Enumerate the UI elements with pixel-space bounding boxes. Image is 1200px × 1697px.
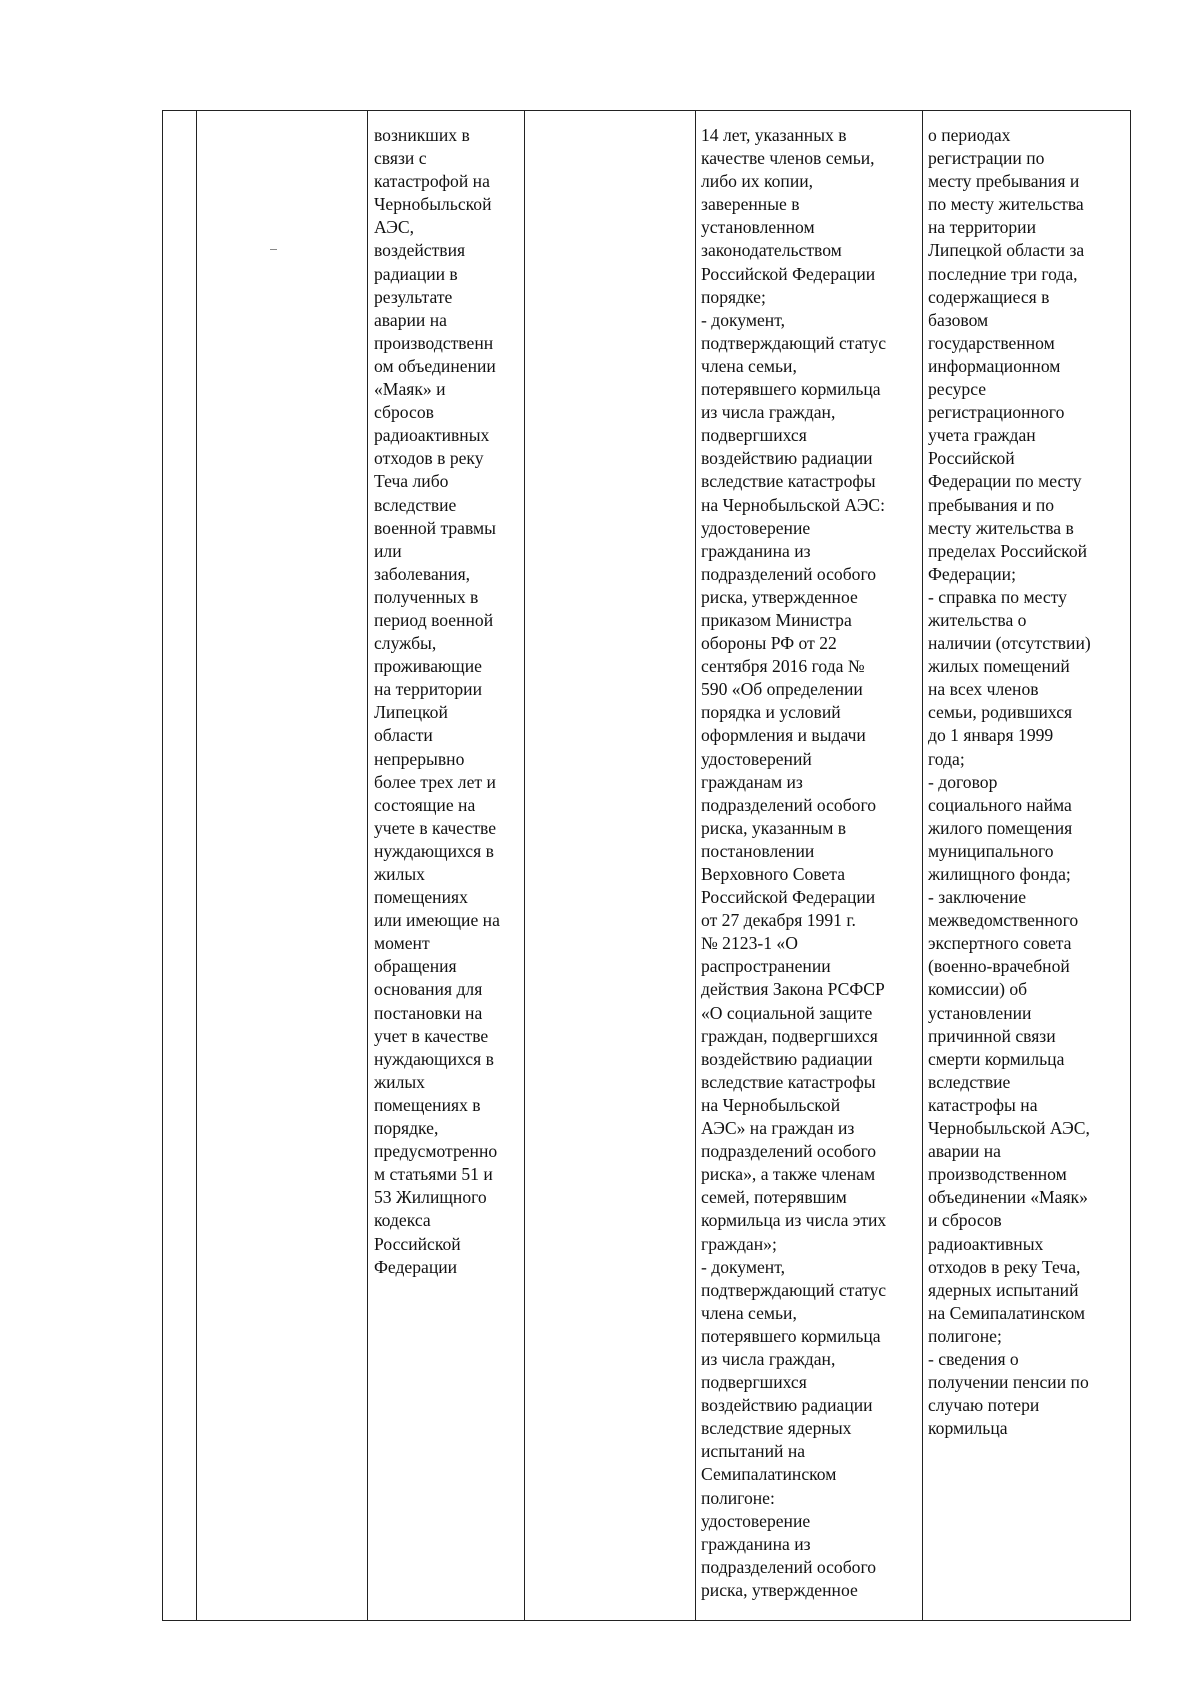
information-text-line: государственном [928, 332, 1055, 353]
category-text-line: состоящие на [374, 794, 476, 815]
information-text-line: (военно-врачебной [928, 956, 1070, 977]
information-text-line: пребывания и по [928, 494, 1055, 515]
information-text-line: последние три года, [928, 263, 1078, 284]
documents-text-line: распространении [701, 956, 831, 977]
category-text-line: вследствие [374, 494, 457, 515]
documents-text-line: Верховного Совета [701, 864, 846, 884]
category-text-line: воздействия [374, 240, 466, 261]
information-text-line: и сбросов [928, 1210, 1002, 1231]
documents-text-line: подтверждающий статус [701, 1279, 887, 1300]
information-text-line: месту жительства в [928, 517, 1074, 538]
column-divider-2 [367, 110, 368, 1621]
category-text-line: предусмотренно [374, 1141, 498, 1162]
documents-text-line: риска», а также членам [701, 1164, 876, 1185]
category-text-line: АЭС, [374, 217, 415, 238]
information-text-line: наличии (отсутствии) [928, 633, 1091, 654]
category-text-line: порядке, [374, 1118, 439, 1139]
documents-text-line: полигоне: [701, 1487, 775, 1508]
information-text-line: муниципального [928, 840, 1054, 861]
documents-text-line: сентября 2016 года № [701, 656, 865, 677]
table-cell-documents [701, 124, 919, 1602]
category-text-line: 53 Жилищного [374, 1187, 487, 1208]
category-text-line: кодекса [374, 1210, 431, 1231]
documents-text-line: из числа граждан, [701, 402, 836, 423]
documents-text-line: порядке; [701, 286, 766, 307]
documents-text-line: гражданам из [701, 771, 803, 792]
information-text-line: причинной связи [928, 1025, 1056, 1046]
documents-text-line: воздействию радиации [701, 1048, 873, 1069]
documents-text-line: подразделений особого [701, 1141, 877, 1162]
column-divider-1 [196, 110, 197, 1621]
documents-text-line: кормильца из числа этих [701, 1210, 887, 1231]
information-text-line: на территории [928, 217, 1037, 238]
documents-text-line: либо их копии, [701, 171, 814, 192]
information-text-line: комиссии) об [928, 979, 1028, 1000]
documents-text-line: Российской Федерации [701, 263, 876, 284]
documents-text-line: риска, указанным в [701, 817, 847, 838]
information-text-line: Федерации по месту [928, 471, 1082, 492]
documents-text-line: подвергшихся [701, 425, 807, 446]
information-text-line: на Семипалатинском [928, 1302, 1086, 1323]
category-text-line: катастрофой на [374, 171, 490, 192]
information-text-line: Липецкой области за [928, 240, 1085, 261]
category-text-line: полученных в [374, 586, 479, 607]
information-text-line: жилого помещения [928, 817, 1073, 838]
documents-text-line: законодательством [701, 240, 842, 261]
documents-text-line: 14 лет, указанных в [701, 125, 847, 145]
category-text-line: м статьями 51 и [374, 1164, 493, 1185]
documents-text-line: Семипалатинском [701, 1464, 837, 1485]
documents-text-line: на Чернобыльской АЭС: [701, 494, 886, 515]
documents-text-line: риска, утвержденное [701, 586, 858, 607]
information-text-line: ядерных испытаний [928, 1279, 1079, 1300]
information-text-line: содержащиеся в [928, 286, 1050, 307]
information-text-line: катастрофы на [928, 1094, 1038, 1115]
documents-text-line: АЭС» на граждан из [701, 1118, 855, 1139]
category-text-line: Теча либо [374, 471, 449, 492]
documents-text-line: граждан, подвергшихся [701, 1025, 878, 1046]
category-text-line: более трех лет и [374, 771, 496, 792]
category-text-line: связи с [374, 148, 427, 169]
category-text-line: области [374, 725, 433, 746]
information-text-line: - заключение [928, 887, 1027, 908]
category-text-line: или [374, 540, 402, 561]
category-text-line: военной травмы [374, 517, 496, 538]
category-text-line: службы, [374, 633, 437, 654]
information-text-line: регистрационного [928, 402, 1065, 423]
information-text-line: экспертного совета [928, 933, 1072, 954]
documents-text-line: потерявшего кормильца [701, 379, 881, 400]
category-text-line: производственн [374, 332, 494, 353]
information-text-line: месту пребывания и [928, 171, 1080, 192]
category-text-line: Российской [374, 1233, 461, 1254]
information-text-line: межведомственного [928, 910, 1079, 931]
documents-text-line: граждан»; [701, 1233, 777, 1254]
information-text-line: регистрации по [928, 148, 1045, 169]
documents-text-line: заверенные в [701, 194, 800, 215]
documents-text-line: - документ, [701, 1256, 785, 1277]
category-text-line: постановки на [374, 1002, 483, 1023]
information-text-line: социального найма [928, 794, 1072, 815]
information-text-line: жилищного фонда; [928, 864, 1071, 884]
information-text-line: ресурсе [928, 379, 987, 400]
documents-text-line: удостоверение [701, 1510, 811, 1531]
category-text-line: радиации в [374, 263, 458, 284]
category-text-line: нуждающихся в [374, 840, 494, 861]
category-text-line: «Маяк» и [374, 379, 446, 400]
documents-text-line: установленном [701, 217, 815, 238]
documents-text-line: члена семьи, [701, 355, 797, 376]
information-text-line: жительства о [928, 609, 1027, 630]
documents-text-line: вследствие катастрофы [701, 1071, 876, 1092]
information-text-line: получении пенсии по [928, 1372, 1089, 1393]
documents-text-line: подтверждающий статус [701, 332, 887, 353]
information-text-line: объединении «Маяк» [928, 1187, 1088, 1208]
category-text-line: момент [374, 933, 430, 954]
information-text-line: установлении [928, 1002, 1032, 1023]
documents-text-line: постановлении [701, 840, 815, 861]
column-divider-5 [922, 110, 923, 1621]
documents-text-line: гражданина из [701, 1533, 811, 1554]
category-text-line: отходов в реку [374, 448, 484, 469]
documents-text-line: на Чернобыльской [701, 1094, 841, 1115]
documents-text-line: удостоверений [701, 748, 812, 769]
information-text-line: вследствие [928, 1071, 1011, 1092]
information-text-line: до 1 января 1999 [928, 725, 1054, 746]
documents-text-line: испытаний на [701, 1441, 806, 1462]
documents-text-line: оформления и выдачи [701, 725, 866, 746]
documents-text-line: № 2123-1 «О [701, 933, 798, 954]
documents-text-line: семей, потерявшим [701, 1187, 847, 1208]
documents-text-line: подразделений особого [701, 563, 877, 584]
documents-text-line: подвергшихся [701, 1372, 807, 1393]
information-text-line: информационном [928, 355, 1061, 376]
table-cell-information [928, 124, 1128, 1440]
documents-text-line: вследствие ядерных [701, 1418, 852, 1439]
information-text-line: пределах Российской [928, 540, 1088, 561]
documents-text-line: «О социальной защите [701, 1002, 873, 1023]
documents-text-line: воздействию радиации [701, 1395, 873, 1416]
information-text-line: аварии на [928, 1141, 1001, 1162]
documents-text-line: подразделений особого [701, 794, 877, 815]
category-text-line: Федерации [374, 1256, 458, 1277]
category-text-line: аварии на [374, 309, 447, 330]
category-text-line: учет в качестве [374, 1025, 489, 1046]
information-text-line: полигоне; [928, 1325, 1002, 1346]
information-text-line: - сведения о [928, 1348, 1019, 1369]
documents-text-line: - документ, [701, 309, 785, 330]
category-text-line: период военной [374, 609, 494, 630]
documents-text-line: вследствие катастрофы [701, 471, 876, 492]
information-text-line: по месту жительства [928, 194, 1084, 215]
documents-text-line: члена семьи, [701, 1302, 797, 1323]
category-text-line: помещениях в [374, 1094, 481, 1115]
information-text-line: жилых помещений [928, 656, 1070, 677]
category-text-line: заболевания, [374, 563, 471, 584]
information-text-line: - договор [928, 771, 998, 792]
information-text-line: семьи, родившихся [928, 702, 1073, 723]
category-text-line: обращения [374, 956, 457, 977]
documents-text-line: гражданина из [701, 540, 811, 561]
information-text-line: - справка по месту [928, 586, 1067, 607]
information-text-line: Федерации; [928, 563, 1016, 584]
category-text-line: непрерывно [374, 748, 465, 769]
column-divider-4 [695, 110, 696, 1621]
category-text-line: жилых [374, 1071, 425, 1092]
documents-text-line: Российской Федерации [701, 887, 876, 908]
category-text-line: Липецкой [374, 702, 448, 723]
category-text-line: возникших в [374, 125, 470, 145]
documents-text-line: 590 «Об определении [701, 679, 863, 700]
information-text-line: радиоактивных [928, 1233, 1044, 1254]
information-text-line: года; [928, 748, 965, 769]
category-text-line: основания для [374, 979, 483, 1000]
documents-text-line: порядка и условий [701, 702, 841, 723]
information-text-line: производственном [928, 1164, 1067, 1185]
category-text-line: на территории [374, 679, 483, 700]
category-text-line: нуждающихся в [374, 1048, 494, 1069]
category-text-line: жилых [374, 864, 425, 884]
documents-text-line: воздействию радиации [701, 448, 873, 469]
information-text-line: учета граждан [928, 425, 1036, 446]
column-divider-3 [524, 110, 525, 1621]
documents-text-line: качестве членов семьи, [701, 148, 875, 169]
category-text-line: Чернобыльской [374, 194, 492, 215]
category-text-line: или имеющие на [374, 910, 500, 931]
documents-text-line: подразделений особого [701, 1556, 877, 1577]
category-text-line: радиоактивных [374, 425, 490, 446]
information-text-line: кормильца [928, 1418, 1008, 1439]
documents-text-line: действия Закона РСФСР [701, 979, 885, 1000]
information-text-line: смерти кормильца [928, 1048, 1065, 1069]
category-text-line: проживающие [374, 656, 482, 677]
documents-text-line: потерявшего кормильца [701, 1325, 881, 1346]
information-text-line: случаю потери [928, 1395, 1040, 1416]
information-text-line: Российской [928, 448, 1015, 469]
category-text-line: помещениях [374, 887, 468, 908]
information-text-line: базовом [928, 309, 989, 330]
category-text-line: учете в качестве [374, 817, 497, 838]
information-text-line: отходов в реку Теча, [928, 1256, 1081, 1277]
documents-text-line: удостоверение [701, 517, 811, 538]
table-cell-category [374, 124, 520, 1279]
documents-text-line: риска, утвержденное [701, 1579, 858, 1600]
documents-text-line: из числа граждан, [701, 1348, 836, 1369]
information-text-line: о периодах [928, 125, 1011, 145]
category-text-line: результате [374, 286, 453, 307]
category-text-line: ом объединении [374, 355, 496, 376]
documents-text-line: от 27 декабря 1991 г. [701, 910, 856, 931]
information-text-line: на всех членов [928, 679, 1039, 700]
documents-text-line: приказом Министра [701, 609, 852, 630]
category-text-line: сбросов [374, 402, 434, 423]
stray-mark [270, 249, 277, 250]
documents-text-line: обороны РФ от 22 [701, 633, 837, 654]
information-text-line: Чернобыльской АЭС, [928, 1118, 1090, 1139]
